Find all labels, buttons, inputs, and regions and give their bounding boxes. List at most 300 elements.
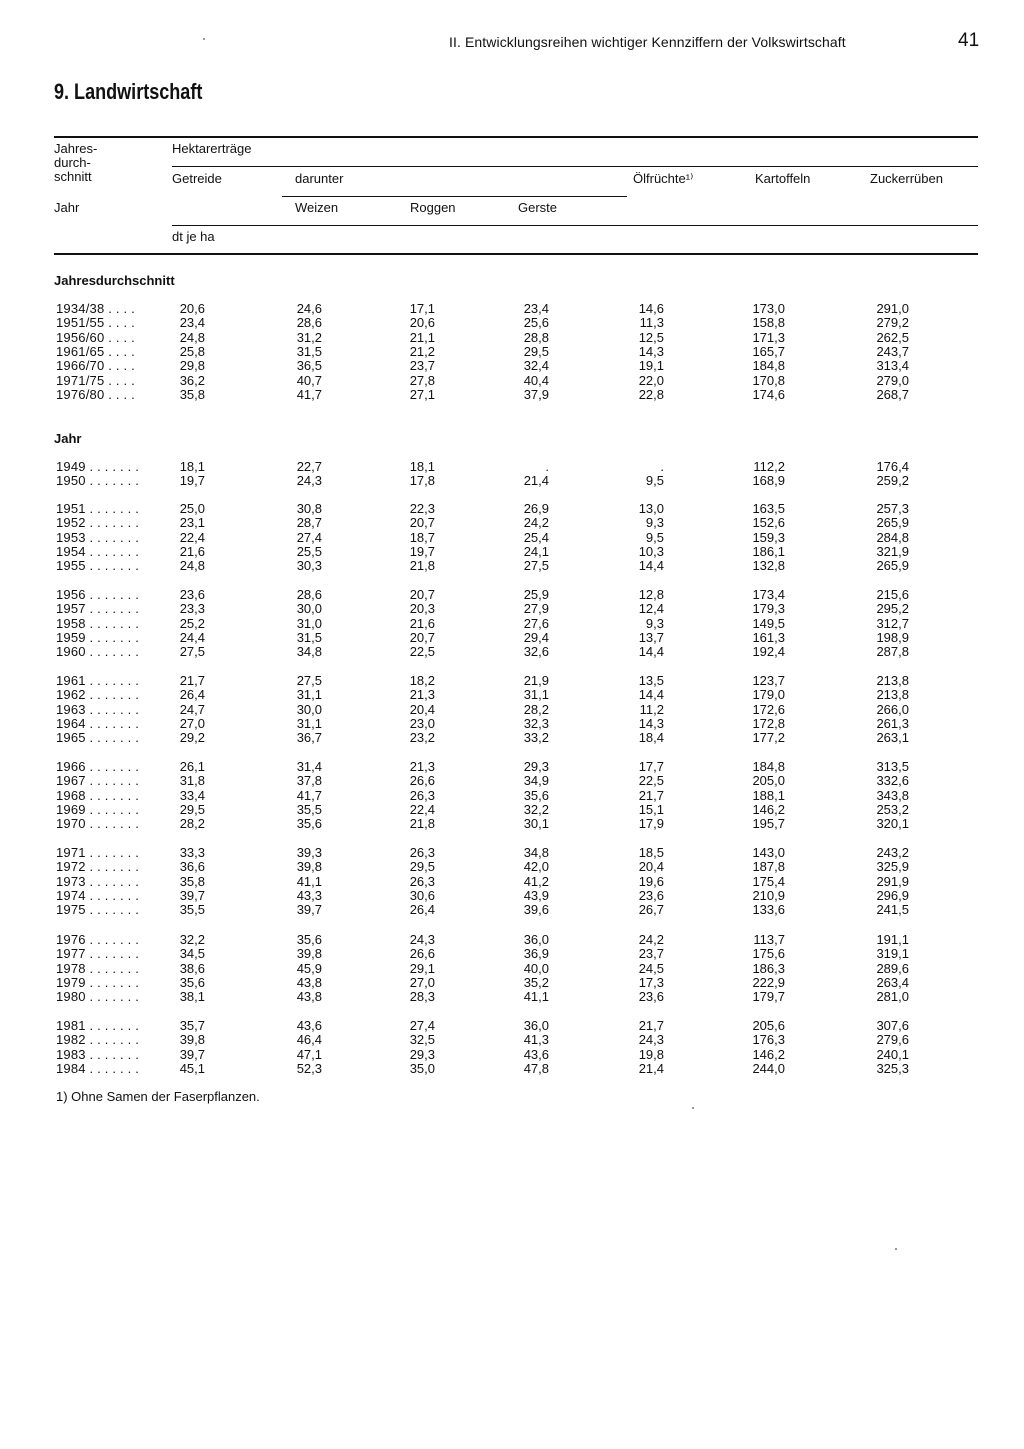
table-cell: 30,3	[296, 558, 322, 573]
table-cell: 295,2	[876, 601, 909, 616]
table-cell: 27,4	[409, 1018, 435, 1033]
table-cell: 35,6	[179, 975, 205, 990]
table-cell: 31,4	[296, 759, 322, 774]
table-cell: 20,7	[409, 630, 435, 645]
page-number: 41	[958, 30, 980, 51]
table-cell: 20,7	[409, 587, 435, 602]
table-row	[0, 789, 1024, 803]
table-cell: 22,5	[638, 773, 664, 788]
row-label: 1961/65 . . . .	[56, 344, 135, 359]
group-head: Hektarerträge	[172, 141, 252, 156]
table-cell: 210,9	[752, 888, 785, 903]
table-cell: 38,1	[179, 989, 205, 1004]
row-label: 1966/70 . . . .	[56, 358, 135, 373]
table-cell: 179,3	[752, 601, 785, 616]
table-cell: 25,9	[523, 587, 549, 602]
table-cell: 24,8	[179, 558, 205, 573]
table-cell: 20,3	[409, 601, 435, 616]
table-cell: 35,2	[523, 975, 549, 990]
table-cell: 313,5	[876, 759, 909, 774]
table-cell: 14,3	[638, 716, 664, 731]
table-cell: 307,6	[876, 1018, 909, 1033]
table-cell: 184,8	[752, 759, 785, 774]
table-cell: 241,5	[876, 902, 909, 917]
table-cell: 112,2	[753, 459, 785, 474]
table-cell: 15,1	[638, 802, 664, 817]
row-label: 1958 . . . . . . .	[56, 616, 140, 631]
row-label: 1982 . . . . . . .	[56, 1032, 140, 1047]
table-cell: 21,8	[409, 558, 435, 573]
table-row	[0, 688, 1024, 702]
table-cell: 173,4	[752, 587, 785, 602]
table-cell: 170,8	[752, 373, 785, 388]
table-cell: 176,3	[752, 1032, 785, 1047]
table-cell: 18,1	[179, 459, 205, 474]
table-row	[0, 976, 1024, 990]
scan-speck	[203, 38, 205, 40]
table-cell: 34,8	[523, 845, 549, 860]
table-row	[0, 516, 1024, 530]
table-cell: 18,4	[638, 730, 664, 745]
table-cell: 29,1	[409, 961, 435, 976]
table-cell: 26,3	[409, 874, 435, 889]
table-cell: 28,2	[179, 816, 205, 831]
table-cell: 28,2	[523, 702, 549, 717]
row-label: 1956 . . . . . . .	[56, 587, 140, 602]
table-row	[0, 345, 1024, 359]
table-cell: 31,0	[296, 616, 322, 631]
table-cell: 39,7	[296, 902, 322, 917]
table-cell: 34,9	[523, 773, 549, 788]
table-cell: 198,9	[876, 630, 909, 645]
table-cell: 29,5	[409, 859, 435, 874]
table-cell: 28,8	[523, 330, 549, 345]
group-rule	[172, 166, 978, 167]
table-cell: 284,8	[876, 530, 909, 545]
table-cell: 24,5	[638, 961, 664, 976]
table-cell: 291,0	[876, 301, 909, 316]
stub-head-line-3: schnitt	[54, 169, 92, 184]
table-row	[0, 316, 1024, 330]
table-cell: 23,4	[179, 315, 205, 330]
table-cell: 31,1	[296, 687, 322, 702]
row-label: 1952 . . . . . . .	[56, 515, 140, 530]
table-cell: 26,7	[638, 902, 664, 917]
table-cell: 173,0	[752, 301, 785, 316]
table-row	[0, 903, 1024, 917]
table-cell: 23,0	[409, 716, 435, 731]
table-cell: 291,9	[876, 874, 909, 889]
table-cell: 34,8	[296, 644, 322, 659]
table-cell: 19,7	[179, 473, 205, 488]
table-cell: 41,7	[296, 788, 322, 803]
row-label: 1984 . . . . . . .	[56, 1061, 140, 1076]
row-label: 1934/38 . . . .	[56, 301, 135, 316]
row-label: 1954 . . . . . . .	[56, 544, 140, 559]
table-cell: 17,9	[638, 816, 664, 831]
table-row	[0, 502, 1024, 516]
table-cell: 177,2	[752, 730, 785, 745]
table-cell: 24,2	[523, 515, 549, 530]
table-cell: 23,1	[179, 515, 205, 530]
table-cell: 27,5	[296, 673, 322, 688]
table-row	[0, 760, 1024, 774]
table-cell: 26,1	[179, 759, 205, 774]
table-row	[0, 674, 1024, 688]
table-cell: 35,8	[179, 387, 205, 402]
row-label: 1964 . . . . . . .	[56, 716, 140, 731]
table-cell: 174,6	[752, 387, 785, 402]
table-cell: 279,0	[876, 373, 909, 388]
stub-head-line-2: durch-	[54, 155, 91, 170]
col-head-roggen: Roggen	[410, 200, 456, 215]
table-cell: 33,3	[179, 845, 205, 860]
table-cell: 14,3	[638, 344, 664, 359]
table-cell: 41,3	[523, 1032, 549, 1047]
table-cell: 17,1	[409, 301, 435, 316]
table-cell: 21,6	[179, 544, 205, 559]
table-cell: 42,0	[523, 859, 549, 874]
table-cell: 35,5	[296, 802, 322, 817]
row-label: 1969 . . . . . . .	[56, 802, 140, 817]
table-row	[0, 1062, 1024, 1076]
table-cell: 192,4	[752, 644, 785, 659]
table-cell: 20,6	[179, 301, 205, 316]
table-cell: 149,5	[752, 616, 785, 631]
table-cell: 36,0	[523, 932, 549, 947]
table-cell: 19,7	[409, 544, 435, 559]
row-label: 1978 . . . . . . .	[56, 961, 140, 976]
table-cell: 26,9	[523, 501, 549, 516]
table-cell: 32,4	[523, 358, 549, 373]
table-cell: 36,2	[179, 373, 205, 388]
table-cell: 22,4	[409, 802, 435, 817]
table-cell: 26,3	[409, 788, 435, 803]
row-label: 1966 . . . . . . .	[56, 759, 140, 774]
table-cell: 21,7	[638, 788, 664, 803]
group-label-years: Jahr	[54, 431, 82, 446]
table-row	[0, 962, 1024, 976]
table-cell: 205,6	[752, 1018, 785, 1033]
scan-speck	[895, 1248, 897, 1250]
table-cell: 24,4	[179, 630, 205, 645]
table-cell: .	[660, 459, 664, 474]
table-cell: 23,7	[638, 946, 664, 961]
table-cell: 41,1	[296, 874, 322, 889]
table-cell: 24,2	[638, 932, 664, 947]
table-cell: 31,8	[179, 773, 205, 788]
table-cell: 265,9	[876, 515, 909, 530]
table-cell: 9,5	[645, 530, 664, 545]
table-cell: 28,7	[296, 515, 322, 530]
table-cell: 179,0	[752, 687, 785, 702]
row-label: 1976/80 . . . .	[56, 387, 135, 402]
table-cell: 25,4	[523, 530, 549, 545]
table-cell: 213,8	[876, 673, 909, 688]
table-cell: 29,8	[179, 358, 205, 373]
table-cell: 132,8	[752, 558, 785, 573]
row-label: 1980 . . . . . . .	[56, 989, 140, 1004]
row-label: 1983 . . . . . . .	[56, 1047, 140, 1062]
table-cell: 45,9	[296, 961, 322, 976]
table-cell: 29,3	[409, 1047, 435, 1062]
table-cell: 17,8	[409, 473, 435, 488]
table-cell: 21,9	[523, 673, 549, 688]
table-cell: 161,3	[752, 630, 785, 645]
table-cell: 37,8	[296, 773, 322, 788]
table-cell: 31,5	[296, 630, 322, 645]
table-cell: 175,4	[752, 874, 785, 889]
table-cell: 30,0	[296, 601, 322, 616]
table-cell: 30,1	[523, 816, 549, 831]
table-cell: 26,3	[409, 845, 435, 860]
table-cell: 27,0	[179, 716, 205, 731]
table-cell: 257,3	[876, 501, 909, 516]
table-row	[0, 559, 1024, 573]
table-row	[0, 703, 1024, 717]
unit-label: dt je ha	[172, 229, 215, 244]
table-cell: 205,0	[752, 773, 785, 788]
table-row	[0, 933, 1024, 947]
table-cell: 215,6	[876, 587, 909, 602]
table-row	[0, 990, 1024, 1004]
table-cell: 47,8	[523, 1061, 549, 1076]
table-cell: 243,7	[876, 344, 909, 359]
table-cell: 9,3	[645, 515, 664, 530]
table-cell: 35,5	[179, 902, 205, 917]
table-cell: 36,7	[296, 730, 322, 745]
row-label: 1957 . . . . . . .	[56, 601, 140, 616]
table-cell: 47,1	[296, 1047, 322, 1062]
table-cell: 37,9	[523, 387, 549, 402]
row-label: 1951 . . . . . . .	[56, 501, 140, 516]
table-cell: 23,4	[523, 301, 549, 316]
table-cell: 33,4	[179, 788, 205, 803]
table-cell: 18,2	[409, 673, 435, 688]
table-row	[0, 588, 1024, 602]
table-row	[0, 645, 1024, 659]
table-cell: 168,9	[752, 473, 785, 488]
table-row	[0, 531, 1024, 545]
row-label: 1976 . . . . . . .	[56, 932, 140, 947]
scan-speck	[692, 1107, 694, 1109]
table-cell: 179,7	[752, 989, 785, 1004]
table-row	[0, 302, 1024, 316]
table-cell: 213,8	[876, 687, 909, 702]
table-cell: 33,2	[523, 730, 549, 745]
table-row	[0, 602, 1024, 616]
table-cell: 222,9	[752, 975, 785, 990]
table-cell: 12,4	[638, 601, 664, 616]
header-bottom-rule	[54, 253, 978, 255]
row-label: 1971/75 . . . .	[56, 373, 135, 388]
table-cell: 22,0	[638, 373, 664, 388]
col-head-darunter: darunter	[295, 171, 344, 186]
table-cell: 261,3	[876, 716, 909, 731]
row-label: 1979 . . . . . . .	[56, 975, 140, 990]
table-cell: 289,6	[876, 961, 909, 976]
table-cell: 31,2	[296, 330, 322, 345]
row-label: 1973 . . . . . . .	[56, 874, 140, 889]
table-cell: 281,0	[876, 989, 909, 1004]
table-cell: 36,5	[296, 358, 322, 373]
table-cell: 143,0	[752, 845, 785, 860]
table-cell: 36,6	[179, 859, 205, 874]
table-cell: 184,8	[752, 358, 785, 373]
row-label: 1962 . . . . . . .	[56, 687, 140, 702]
table-cell: 46,4	[296, 1032, 322, 1047]
table-cell: .	[545, 459, 549, 474]
table-cell: 39,7	[179, 888, 205, 903]
table-cell: 243,2	[876, 845, 909, 860]
col-head-oelfruechte: Ölfrüchte¹⁾	[633, 171, 694, 186]
col-head-getreide: Getreide	[172, 171, 222, 186]
table-row	[0, 359, 1024, 373]
table-cell: 26,4	[409, 902, 435, 917]
row-label: 1972 . . . . . . .	[56, 859, 140, 874]
table-cell: 320,1	[876, 816, 909, 831]
table-cell: 35,7	[179, 1018, 205, 1033]
table-cell: 29,5	[523, 344, 549, 359]
row-label: 1970 . . . . . . .	[56, 816, 140, 831]
table-row	[0, 631, 1024, 645]
table-row	[0, 374, 1024, 388]
table-cell: 19,8	[638, 1047, 664, 1062]
table-cell: 25,2	[179, 616, 205, 631]
table-cell: 43,6	[296, 1018, 322, 1033]
table-cell: 14,6	[638, 301, 664, 316]
table-cell: 20,6	[409, 315, 435, 330]
table-cell: 187,8	[752, 859, 785, 874]
table-cell: 27,0	[409, 975, 435, 990]
table-cell: 325,9	[876, 859, 909, 874]
col-head-zuckerrueben: Zuckerrüben	[870, 171, 943, 186]
table-cell: 35,6	[296, 932, 322, 947]
table-cell: 23,7	[409, 358, 435, 373]
table-cell: 25,5	[296, 544, 322, 559]
table-cell: 24,6	[296, 301, 322, 316]
table-cell: 319,1	[876, 946, 909, 961]
table-cell: 21,2	[409, 344, 435, 359]
table-cell: 29,5	[179, 802, 205, 817]
table-cell: 31,1	[296, 716, 322, 731]
table-cell: 22,8	[638, 387, 664, 402]
table-cell: 343,8	[876, 788, 909, 803]
table-cell: 18,1	[409, 459, 435, 474]
table-cell: 29,3	[523, 759, 549, 774]
table-cell: 165,7	[752, 344, 785, 359]
table-cell: 43,9	[523, 888, 549, 903]
table-cell: 23,6	[638, 888, 664, 903]
table-cell: 21,7	[179, 673, 205, 688]
col-head-gerste: Gerste	[518, 200, 558, 215]
table-cell: 332,6	[876, 773, 909, 788]
table-cell: 325,3	[876, 1061, 909, 1076]
col-head-kartoffeln: Kartoffeln	[755, 171, 811, 186]
col-head-weizen: Weizen	[295, 200, 339, 215]
table-cell: 29,4	[523, 630, 549, 645]
table-cell: 43,8	[296, 989, 322, 1004]
table-cell: 22,3	[409, 501, 435, 516]
table-row	[0, 460, 1024, 474]
table-cell: 11,2	[639, 702, 664, 717]
table-cell: 27,1	[409, 387, 435, 402]
table-cell: 24,3	[638, 1032, 664, 1047]
table-row	[0, 846, 1024, 860]
table-cell: 266,0	[876, 702, 909, 717]
table-cell: 21,7	[638, 1018, 664, 1033]
table-cell: 175,6	[752, 946, 785, 961]
table-cell: 36,0	[523, 1018, 549, 1033]
table-row	[0, 1019, 1024, 1033]
table-cell: 12,8	[638, 587, 664, 602]
row-label: 1971 . . . . . . .	[56, 845, 140, 860]
table-row	[0, 1048, 1024, 1062]
table-cell: 27,8	[409, 373, 435, 388]
table-cell: 23,3	[179, 601, 205, 616]
table-cell: 41,7	[296, 387, 322, 402]
stub-head	[54, 142, 97, 184]
table-cell: 279,2	[876, 315, 909, 330]
table-cell: 18,5	[638, 845, 664, 860]
table-cell: 123,7	[752, 673, 785, 688]
table-cell: 13,0	[638, 501, 664, 516]
table-cell: 40,7	[296, 373, 322, 388]
row-label: 1981 . . . . . . .	[56, 1018, 140, 1033]
table-cell: 253,2	[876, 802, 909, 817]
table-cell: 28,6	[296, 315, 322, 330]
row-label: 1963 . . . . . . .	[56, 702, 140, 717]
table-row	[0, 817, 1024, 831]
table-cell: 11,3	[639, 315, 664, 330]
row-label: 1953 . . . . . . .	[56, 530, 140, 545]
unit-rule	[172, 225, 978, 226]
table-row	[0, 803, 1024, 817]
table-cell: 52,3	[296, 1061, 322, 1076]
table-cell: 279,6	[876, 1032, 909, 1047]
table-cell: 20,4	[638, 859, 664, 874]
table-cell: 159,3	[752, 530, 785, 545]
table-row	[0, 545, 1024, 559]
darunter-rule	[282, 196, 627, 197]
table-cell: 27,6	[523, 616, 549, 631]
row-label: 1961 . . . . . . .	[56, 673, 140, 688]
table-cell: 296,9	[876, 888, 909, 903]
row-label: 1968 . . . . . . .	[56, 788, 140, 803]
table-cell: 28,3	[409, 989, 435, 1004]
table-cell: 40,0	[523, 961, 549, 976]
row-label: 1951/55 . . . .	[56, 315, 135, 330]
row-label: 1949 . . . . . . .	[56, 459, 140, 474]
table-cell: 21,1	[409, 330, 435, 345]
table-cell: 10,3	[638, 544, 664, 559]
row-label: 1975 . . . . . . .	[56, 902, 140, 917]
table-cell: 19,6	[638, 874, 664, 889]
row-label: 1960 . . . . . . .	[56, 644, 140, 659]
table-row	[0, 889, 1024, 903]
table-cell: 158,8	[752, 315, 785, 330]
table-cell: 24,8	[179, 330, 205, 345]
table-cell: 43,3	[296, 888, 322, 903]
table-cell: 287,8	[876, 644, 909, 659]
row-label: 1967 . . . . . . .	[56, 773, 140, 788]
table-cell: 22,5	[409, 644, 435, 659]
row-label: 1950 . . . . . . .	[56, 473, 140, 488]
table-cell: 39,3	[296, 845, 322, 860]
table-cell: 14,4	[638, 687, 664, 702]
table-cell: 171,3	[752, 330, 785, 345]
table-cell: 188,1	[752, 788, 785, 803]
